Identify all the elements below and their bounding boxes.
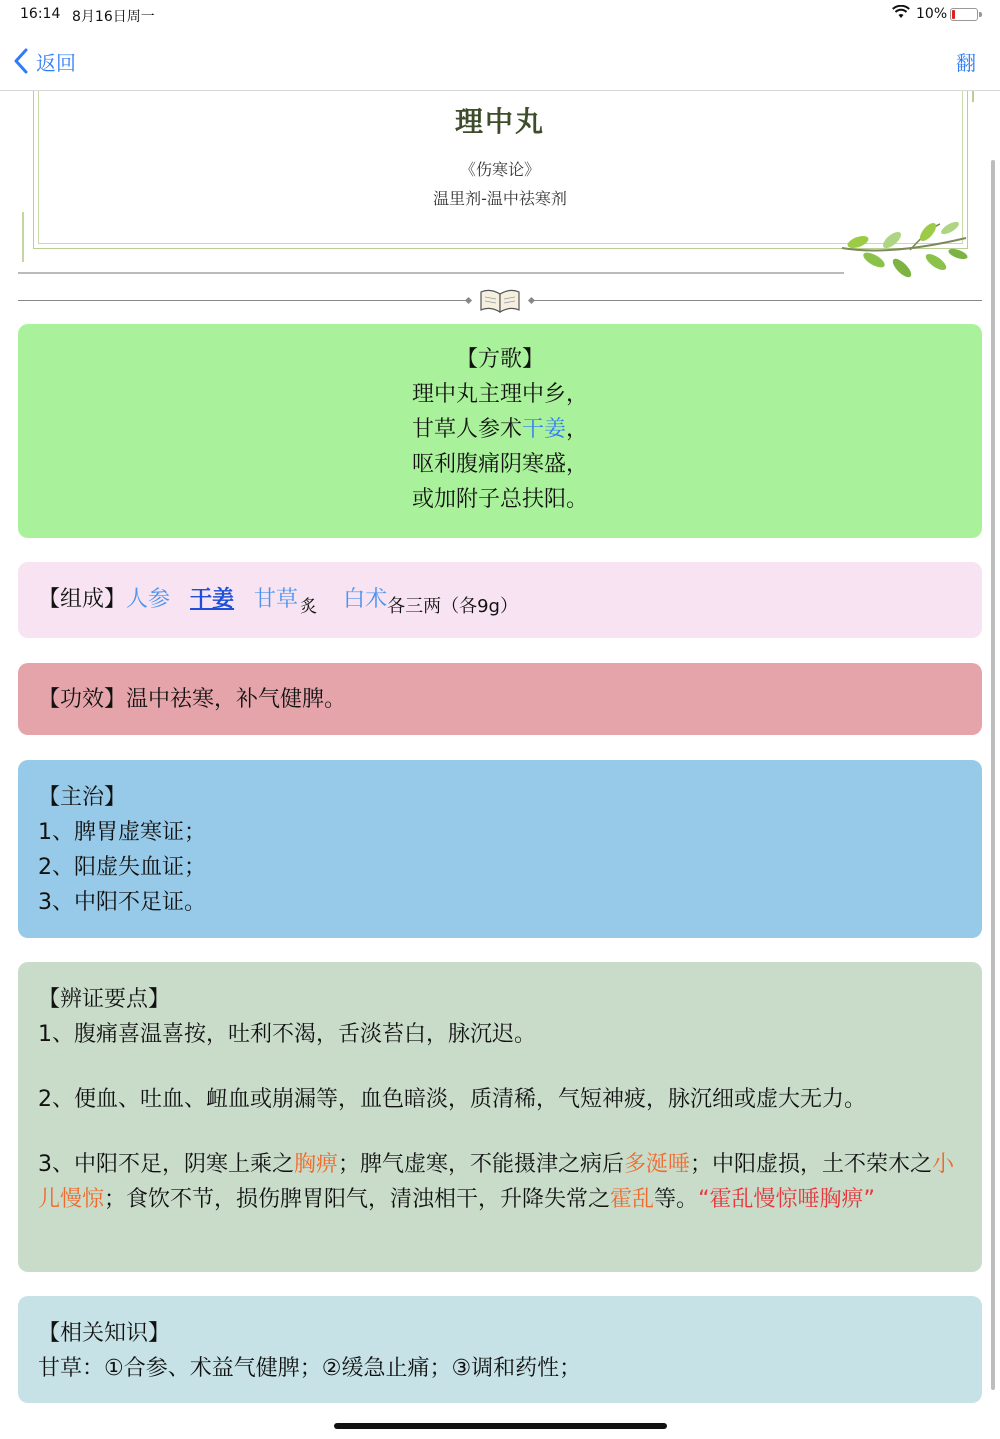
navigation-bar bbox=[0, 30, 1000, 91]
efficacy-card bbox=[18, 663, 982, 735]
herb-link-gancao[interactable]: 甘草 bbox=[254, 587, 299, 612]
dosage: 各三两（各9g） bbox=[387, 596, 518, 617]
highlight-term: 多涎唾 bbox=[624, 1152, 691, 1177]
formula-category: 温里剂-温中祛寒剂 bbox=[433, 189, 567, 208]
highlight-term: 胸痹 bbox=[294, 1152, 339, 1177]
song-line-3: 呕利腹痛阴寒盛， bbox=[411, 452, 588, 477]
composition-heading: 【组成】 bbox=[38, 587, 127, 612]
related-heading: 【相关知识】 bbox=[38, 1321, 171, 1346]
key-point-3-text: 3、中阳不足，阴寒上乘之 bbox=[38, 1152, 294, 1177]
key-points-heading: 【辨证要点】 bbox=[38, 987, 171, 1012]
song-heading: 【方歌】 bbox=[455, 347, 544, 372]
key-point-2: 2、便血、吐血、衄血或崩漏等，血色暗淡，质清稀，气短神疲，脉沉细或虚大无力。 bbox=[38, 1087, 866, 1112]
song-line-2-punct: ， bbox=[566, 417, 589, 442]
related-knowledge-card bbox=[18, 1296, 982, 1403]
efficacy-heading: 【功效】 bbox=[38, 687, 127, 712]
list-item: 3、中阳不足证。 bbox=[38, 890, 206, 915]
formula-song-card bbox=[18, 324, 982, 538]
related-text: 甘草：①合参、术益气健脾；②缓急止痛；③调和药性； bbox=[38, 1356, 582, 1381]
list-item: 2、阳虚失血证； bbox=[38, 855, 206, 880]
herb-link-ganjiang[interactable]: 干姜 bbox=[190, 587, 235, 612]
home-indicator[interactable] bbox=[334, 1423, 667, 1429]
herb-link-renshen[interactable]: 人参 bbox=[126, 587, 171, 612]
key-point-1: 1、腹痛喜温喜按，吐利不渴，舌淡苔白，脉沉迟。 bbox=[38, 1022, 536, 1047]
key-point-3-text: 等。 bbox=[654, 1187, 699, 1212]
herb-note: 炙 bbox=[300, 597, 318, 617]
song-line-2 bbox=[18, 412, 982, 447]
indications-heading: 【主治】 bbox=[38, 785, 127, 810]
battery-percent: 10% bbox=[916, 6, 948, 22]
highlight-term: 小儿慢惊 bbox=[38, 1152, 955, 1212]
status-bar bbox=[0, 0, 1000, 30]
section-divider bbox=[18, 288, 982, 314]
key-point-3 bbox=[38, 1147, 962, 1217]
battery-icon bbox=[950, 8, 978, 21]
status-date: 8月16日周一 bbox=[72, 9, 155, 25]
source-book: 《伤寒论》 bbox=[459, 160, 540, 179]
indications-card bbox=[18, 760, 982, 938]
herb-link-ganjiang[interactable]: 干姜 bbox=[521, 417, 566, 442]
key-point-3-text: ；食饮不节，损伤脾胃阳气，清浊相干，升降失常之 bbox=[104, 1187, 611, 1212]
scrollbar[interactable] bbox=[991, 160, 995, 1390]
highlight-term: 霍乱 bbox=[610, 1187, 655, 1212]
chevron-left-icon bbox=[12, 48, 30, 74]
song-line-4: 或加附子总扶阳。 bbox=[411, 487, 588, 512]
herb-link-baizhu[interactable]: 白术 bbox=[343, 587, 388, 612]
leaves-decoration-icon bbox=[840, 218, 970, 286]
song-line-2-text: 甘草人参术 bbox=[411, 417, 522, 442]
key-point-3-text: ；中阳虚损，土不荣木之 bbox=[690, 1152, 933, 1177]
efficacy-text: 温中祛寒，补气健脾。 bbox=[126, 687, 347, 712]
status-time: 16:14 bbox=[20, 6, 61, 22]
book-icon bbox=[478, 288, 522, 314]
back-button[interactable] bbox=[12, 44, 76, 78]
key-point-3-text: ；脾气虚寒，不能摄津之病后 bbox=[338, 1152, 625, 1177]
page-title: 理中丸 bbox=[454, 105, 545, 138]
back-button-label: 返回 bbox=[36, 50, 76, 75]
mnemonic-quote: “霍乱慢惊唾胸痹” bbox=[698, 1187, 875, 1212]
key-points-card bbox=[18, 962, 982, 1272]
composition-card bbox=[18, 562, 982, 638]
flip-button[interactable]: 翻 bbox=[956, 51, 976, 75]
wifi-icon bbox=[892, 5, 910, 23]
list-item: 1、脾胃虚寒证； bbox=[38, 820, 206, 845]
frame-deco-bottom bbox=[18, 272, 844, 274]
song-line-1: 理中丸主理中乡， bbox=[411, 382, 588, 407]
frame-deco-left bbox=[22, 212, 24, 262]
